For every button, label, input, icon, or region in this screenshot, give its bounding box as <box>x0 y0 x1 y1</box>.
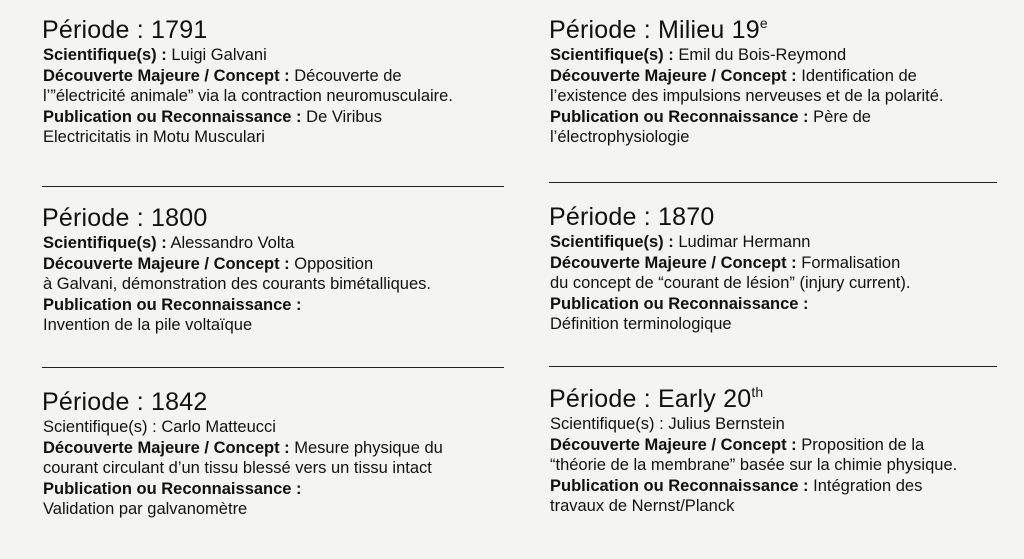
publication-line <box>550 107 997 128</box>
scientist-line <box>43 417 504 438</box>
discovery-label: Découverte Majeure / Concept : <box>43 254 290 273</box>
publication-line <box>43 295 504 316</box>
publication-continuation: Invention de la pile voltaïque <box>43 316 253 334</box>
discovery-line <box>550 435 997 456</box>
publication-line <box>550 476 997 497</box>
discovery-continuation: l’existence des impulsions nerveuses et de la polarité. <box>550 87 944 105</box>
discovery-continuation: du concept de “courant de lésion” (injury current). <box>550 274 911 292</box>
publication-label: Publication ou Reconnaissance : <box>550 476 809 495</box>
discovery-label: Découverte Majeure / Concept : <box>43 66 290 85</box>
discovery-label: Découverte Majeure / Concept : <box>550 66 797 85</box>
timeline-entry-1791 <box>42 16 504 148</box>
scientist-line <box>550 414 997 435</box>
publication-continuation: travaux de Nernst/Planck <box>550 497 735 515</box>
period-title-text: Période : Milieu 19 <box>549 16 760 44</box>
scientist-label: Scientifique(s) : <box>550 233 674 251</box>
discovery-line <box>550 253 997 274</box>
period-title <box>549 385 997 414</box>
discovery-value: Découverte de <box>294 66 402 85</box>
discovery-label: Découverte Majeure / Concept : <box>550 435 797 454</box>
publication-label: Publication ou Reconnaissance : <box>550 294 809 313</box>
scientist-value: Emil du Bois-Reymond <box>678 46 847 64</box>
scientist-line <box>43 45 504 66</box>
discovery-value: Identification de <box>801 66 917 85</box>
scientist-label: Scientifique(s) : <box>550 415 664 433</box>
discovery-line <box>43 66 504 87</box>
publication-label: Publication ou Reconnaissance : <box>43 295 302 314</box>
divider <box>549 366 997 367</box>
period-title: Période : 1870 <box>549 203 715 231</box>
discovery-continuation: à Galvani, démonstration des courants bimétalliques. <box>43 275 431 293</box>
timeline-entry-mid-19th <box>549 16 997 148</box>
scientist-label: Scientifique(s) : <box>43 234 167 252</box>
timeline-entry-1870 <box>549 203 997 335</box>
period-superscript: e <box>759 15 768 31</box>
publication-label: Publication ou Reconnaissance : <box>550 107 809 126</box>
scientist-line <box>550 45 997 66</box>
publication-value: Intégration des <box>813 476 923 495</box>
publication-line <box>43 479 504 500</box>
discovery-continuation: courant circulant d’un tissu blessé vers un tissu intact <box>43 459 432 477</box>
discovery-line <box>43 254 504 275</box>
publication-value: Père de <box>813 107 871 126</box>
scientist-value: Julius Bernstein <box>668 415 785 433</box>
period-title: Période : 1791 <box>42 16 208 44</box>
scientist-line <box>43 233 504 254</box>
publication-value: De Viribus <box>306 107 382 126</box>
divider <box>42 367 504 368</box>
period-title <box>549 16 997 45</box>
period-title-text: Période : Early 20 <box>549 385 752 413</box>
period-title: Période : 1800 <box>42 204 208 232</box>
scientist-label: Scientifique(s) : <box>550 46 674 64</box>
discovery-continuation: “théorie de la membrane” basée sur la chimie physique. <box>550 456 958 474</box>
scientist-label: Scientifique(s) : <box>43 46 167 64</box>
timeline-entry-1842 <box>42 388 504 520</box>
publication-line <box>550 294 997 315</box>
period-title: Période : 1842 <box>42 388 208 416</box>
discovery-label: Découverte Majeure / Concept : <box>550 253 797 272</box>
discovery-value: Proposition de la <box>801 435 925 454</box>
publication-label: Publication ou Reconnaissance : <box>43 479 302 498</box>
scientist-line <box>550 232 997 253</box>
period-superscript: th <box>751 384 764 400</box>
publication-label: Publication ou Reconnaissance : <box>43 107 302 126</box>
discovery-continuation: l’”électricité animale” via la contraction neuromusculaire. <box>43 87 453 105</box>
scientist-value: Luigi Galvani <box>171 46 267 64</box>
publication-continuation: Validation par galvanomètre <box>43 500 248 518</box>
publication-continuation: Définition terminologique <box>550 315 732 333</box>
timeline-entry-early-20th <box>549 385 997 517</box>
scientist-value: Ludimar Hermann <box>678 233 811 251</box>
publication-continuation: Electricitatis in Motu Musculari <box>43 128 265 146</box>
scientist-value: Carlo Matteucci <box>161 418 276 436</box>
scientist-value: Alessandro Volta <box>170 234 295 252</box>
divider <box>549 182 997 183</box>
divider <box>42 186 504 187</box>
discovery-line <box>43 438 504 459</box>
publication-line <box>43 107 504 128</box>
discovery-line <box>550 66 997 87</box>
scientist-label: Scientifique(s) : <box>43 418 157 436</box>
timeline-entry-1800 <box>42 204 504 336</box>
discovery-label: Découverte Majeure / Concept : <box>43 438 290 457</box>
discovery-value: Formalisation <box>801 253 901 272</box>
publication-continuation: l’électrophysiologie <box>550 128 690 146</box>
discovery-value: Opposition <box>294 254 374 273</box>
discovery-value: Mesure physique du <box>294 438 443 457</box>
